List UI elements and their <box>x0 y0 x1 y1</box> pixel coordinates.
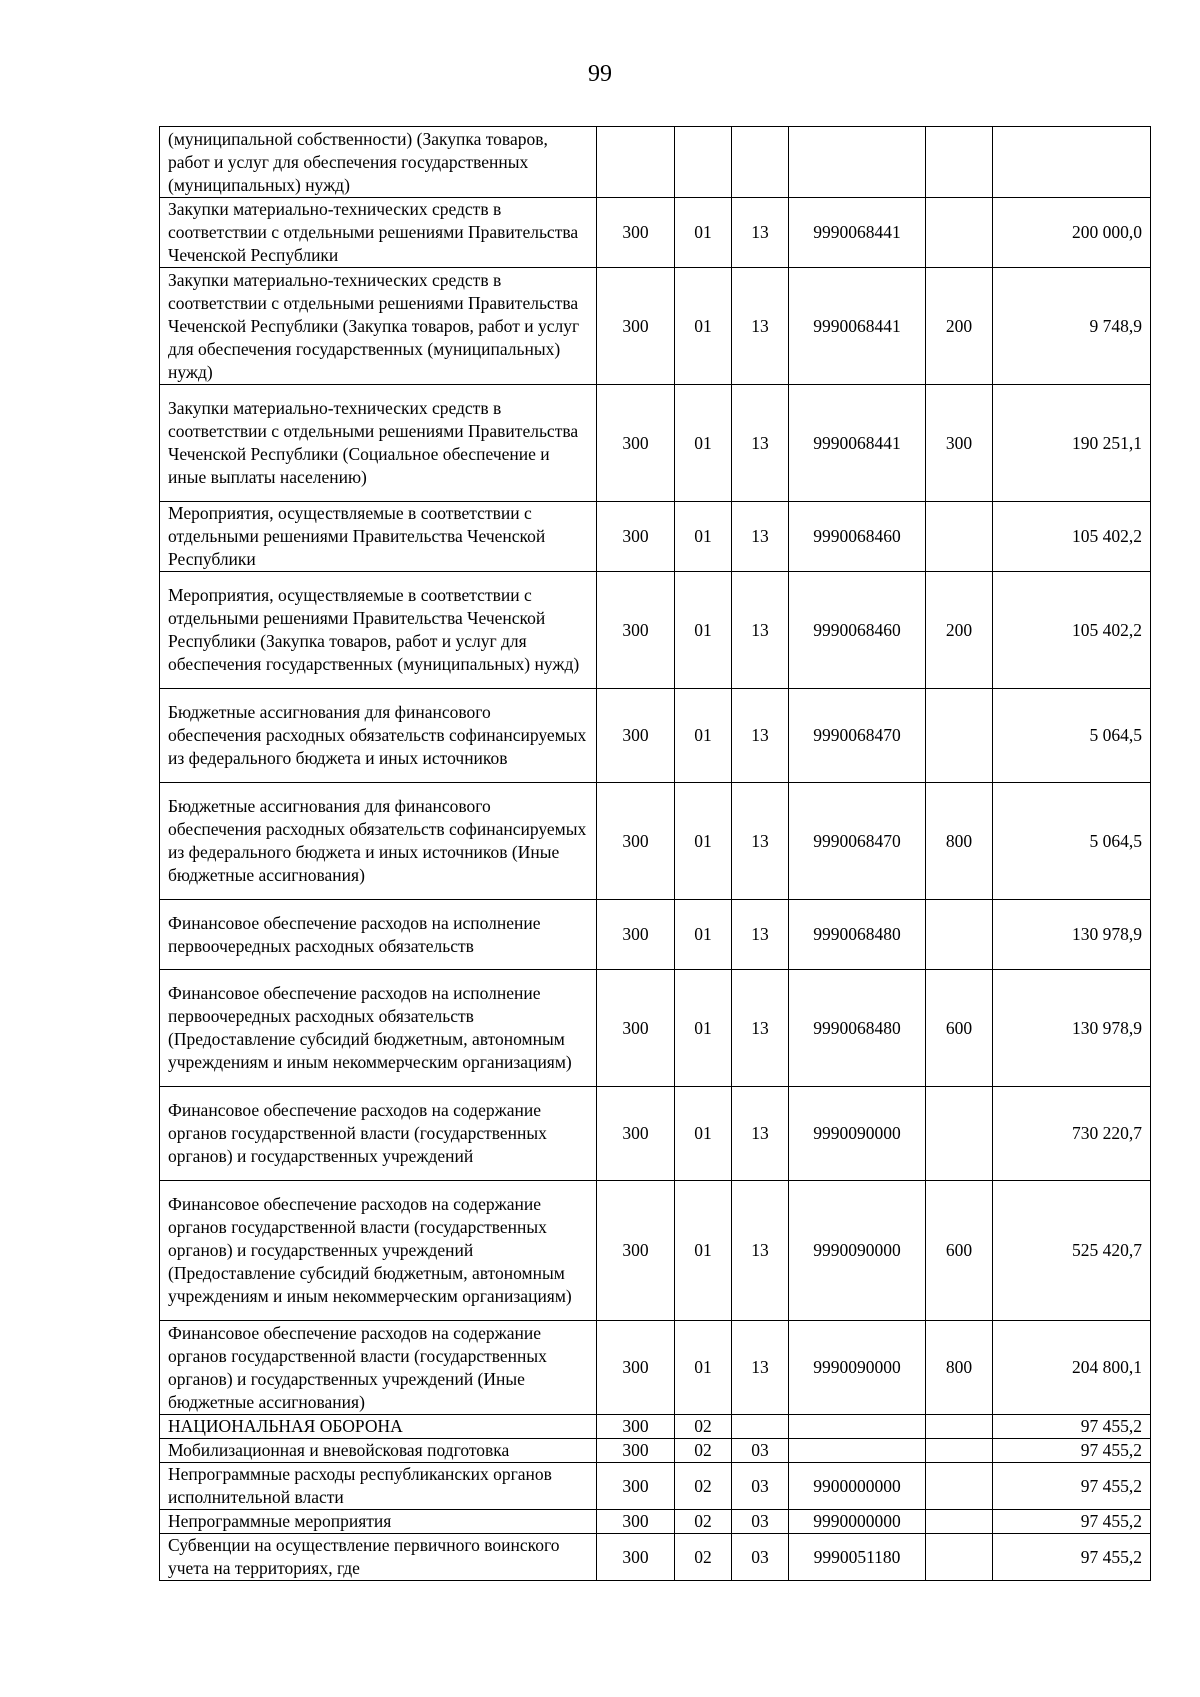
subsection-code-cell: 13 <box>732 1321 789 1415</box>
subsection-code-cell: 03 <box>732 1510 789 1534</box>
section-code-cell: 01 <box>675 268 732 385</box>
target-article-cell: 9990090000 <box>789 1321 926 1415</box>
table-row <box>160 385 1151 502</box>
section-code-cell: 01 <box>675 1087 732 1181</box>
amount-cell: 9 748,9 <box>993 268 1151 385</box>
ministry-code-cell: 300 <box>597 900 675 970</box>
section-code-cell: 01 <box>675 783 732 900</box>
expense-type-cell: 200 <box>926 268 993 385</box>
table-row <box>160 1321 1151 1415</box>
subsection-code-cell: 03 <box>732 1534 789 1581</box>
amount-cell: 130 978,9 <box>993 970 1151 1087</box>
target-article-cell <box>789 127 926 198</box>
expense-type-cell <box>926 1087 993 1181</box>
amount-cell: 730 220,7 <box>993 1087 1151 1181</box>
expense-type-cell <box>926 1463 993 1510</box>
amount-cell: 5 064,5 <box>993 783 1151 900</box>
amount-cell: 97 455,2 <box>993 1415 1151 1439</box>
target-article-cell: 9990068470 <box>789 689 926 783</box>
expense-type-cell: 800 <box>926 1321 993 1415</box>
section-code-cell: 02 <box>675 1510 732 1534</box>
target-article-cell: 9900000000 <box>789 1463 926 1510</box>
target-article-cell: 9990090000 <box>789 1181 926 1321</box>
section-code-cell: 01 <box>675 1181 732 1321</box>
amount-cell: 190 251,1 <box>993 385 1151 502</box>
subsection-code-cell: 03 <box>732 1463 789 1510</box>
expense-type-cell <box>926 689 993 783</box>
table-row <box>160 1510 1151 1534</box>
target-article-cell: 9990090000 <box>789 1087 926 1181</box>
target-article-cell: 9990068441 <box>789 198 926 268</box>
amount-cell: 105 402,2 <box>993 572 1151 689</box>
section-code-cell: 01 <box>675 689 732 783</box>
section-code-cell: 01 <box>675 502 732 572</box>
target-article-cell <box>789 1439 926 1463</box>
ministry-code-cell: 300 <box>597 1321 675 1415</box>
expense-name-cell: Мобилизационная и вневойсковая подготовка <box>160 1439 597 1463</box>
section-code-cell: 02 <box>675 1439 732 1463</box>
expense-name-cell: Субвенции на осуществление первичного воинского учета на территориях, где <box>160 1534 597 1581</box>
expense-name-cell: Бюджетные ассигнования для финансового обеспечения расходных обязательств софинансируемых из федерального бюджета и иных источников (Иные бюджетные ассигнования) <box>160 783 597 900</box>
ministry-code-cell: 300 <box>597 385 675 502</box>
target-article-cell: 9990051180 <box>789 1534 926 1581</box>
table-row <box>160 1415 1151 1439</box>
expense-name-cell: Закупки материально-технических средств в соответствии с отдельными решениями Правительства Чеченской Республики (Социальное обеспечение и иные выплаты населению) <box>160 385 597 502</box>
subsection-code-cell: 13 <box>732 689 789 783</box>
subsection-code-cell: 13 <box>732 1087 789 1181</box>
expense-type-cell: 800 <box>926 783 993 900</box>
ministry-code-cell: 300 <box>597 689 675 783</box>
ministry-code-cell: 300 <box>597 1087 675 1181</box>
expense-type-cell <box>926 127 993 198</box>
expense-name-cell: Непрограммные мероприятия <box>160 1510 597 1534</box>
expense-name-cell: Финансовое обеспечение расходов на содержание органов государственной власти (государственных органов) и государственных учреждений (Иные бюджетные ассигнования) <box>160 1321 597 1415</box>
amount-cell: 97 455,2 <box>993 1510 1151 1534</box>
table-row <box>160 1439 1151 1463</box>
ministry-code-cell: 300 <box>597 1181 675 1321</box>
table-row <box>160 1534 1151 1581</box>
subsection-code-cell <box>732 127 789 198</box>
expense-name-cell: (муниципальной собственности) (Закупка товаров, работ и услуг для обеспечения государственных (муниципальных) нужд) <box>160 127 597 198</box>
section-code-cell: 01 <box>675 572 732 689</box>
table-row <box>160 572 1151 689</box>
page-number: 99 <box>588 61 612 87</box>
target-article-cell: 9990068460 <box>789 502 926 572</box>
subsection-code-cell: 13 <box>732 572 789 689</box>
expense-name-cell: Закупки материально-технических средств в соответствии с отдельными решениями Правительства Чеченской Республики (Закупка товаров, работ и услуг для обеспечения государственных (муниципальных) нужд) <box>160 268 597 385</box>
ministry-code-cell: 300 <box>597 970 675 1087</box>
expense-type-cell: 300 <box>926 385 993 502</box>
subsection-code-cell <box>732 1415 789 1439</box>
expense-name-cell: Мероприятия, осуществляемые в соответствии с отдельными решениями Правительства Чеченской Республики (Закупка товаров, работ и услуг для обеспечения государственных (муниципальных) нужд) <box>160 572 597 689</box>
target-article-cell: 9990068460 <box>789 572 926 689</box>
budget-table <box>159 126 1151 1581</box>
ministry-code-cell: 300 <box>597 783 675 900</box>
section-code-cell: 01 <box>675 970 732 1087</box>
table-row <box>160 1087 1151 1181</box>
target-article-cell: 9990068470 <box>789 783 926 900</box>
expense-type-cell <box>926 1415 993 1439</box>
ministry-code-cell: 300 <box>597 572 675 689</box>
subsection-code-cell: 13 <box>732 1181 789 1321</box>
expense-type-cell <box>926 198 993 268</box>
expense-name-cell: Бюджетные ассигнования для финансового обеспечения расходных обязательств софинансируемых из федерального бюджета и иных источников <box>160 689 597 783</box>
amount-cell: 97 455,2 <box>993 1439 1151 1463</box>
expense-type-cell <box>926 900 993 970</box>
expense-name-cell: Финансовое обеспечение расходов на содержание органов государственной власти (государственных органов) и государственных учреждений (Предоставление субсидий бюджетным, автономным учреждениям и иным некоммерческим организациям) <box>160 1181 597 1321</box>
expense-name-cell: Финансовое обеспечение расходов на исполнение первоочередных расходных обязательств <box>160 900 597 970</box>
table-row <box>160 783 1151 900</box>
subsection-code-cell: 03 <box>732 1439 789 1463</box>
ministry-code-cell: 300 <box>597 1510 675 1534</box>
table-row <box>160 970 1151 1087</box>
table-row <box>160 268 1151 385</box>
subsection-code-cell: 13 <box>732 502 789 572</box>
table-row <box>160 1463 1151 1510</box>
budget-table-body <box>160 127 1151 1581</box>
table-row <box>160 198 1151 268</box>
section-code-cell: 01 <box>675 385 732 502</box>
amount-cell <box>993 127 1151 198</box>
ministry-code-cell <box>597 127 675 198</box>
ministry-code-cell: 300 <box>597 1534 675 1581</box>
ministry-code-cell: 300 <box>597 1439 675 1463</box>
expense-type-cell: 200 <box>926 572 993 689</box>
expense-name-cell: Финансовое обеспечение расходов на содержание органов государственной власти (государственных органов) и государственных учреждений <box>160 1087 597 1181</box>
expense-type-cell <box>926 1439 993 1463</box>
subsection-code-cell: 13 <box>732 198 789 268</box>
subsection-code-cell: 13 <box>732 385 789 502</box>
expense-name-cell: Финансовое обеспечение расходов на исполнение первоочередных расходных обязательств (Предоставление субсидий бюджетным, автономным учреждениям и иным некоммерческим организациям) <box>160 970 597 1087</box>
target-article-cell: 9990068480 <box>789 970 926 1087</box>
table-row <box>160 689 1151 783</box>
section-code-cell: 02 <box>675 1534 732 1581</box>
expense-type-cell <box>926 1510 993 1534</box>
table-row <box>160 502 1151 572</box>
section-code-cell: 01 <box>675 900 732 970</box>
amount-cell: 5 064,5 <box>993 689 1151 783</box>
subsection-code-cell: 13 <box>732 268 789 385</box>
expense-name-cell: Непрограммные расходы республиканских органов исполнительной власти <box>160 1463 597 1510</box>
ministry-code-cell: 300 <box>597 198 675 268</box>
expense-type-cell <box>926 1534 993 1581</box>
amount-cell: 97 455,2 <box>993 1534 1151 1581</box>
amount-cell: 525 420,7 <box>993 1181 1151 1321</box>
table-row <box>160 127 1151 198</box>
target-article-cell: 9990000000 <box>789 1510 926 1534</box>
expense-type-cell: 600 <box>926 1181 993 1321</box>
expense-name-cell: НАЦИОНАЛЬНАЯ ОБОРОНА <box>160 1415 597 1439</box>
expense-name-cell: Мероприятия, осуществляемые в соответствии с отдельными решениями Правительства Чеченской Республики <box>160 502 597 572</box>
ministry-code-cell: 300 <box>597 268 675 385</box>
amount-cell: 97 455,2 <box>993 1463 1151 1510</box>
target-article-cell: 9990068441 <box>789 385 926 502</box>
expense-name-cell: Закупки материально-технических средств в соответствии с отдельными решениями Правительства Чеченской Республики <box>160 198 597 268</box>
subsection-code-cell: 13 <box>732 900 789 970</box>
table-row <box>160 1181 1151 1321</box>
ministry-code-cell: 300 <box>597 1415 675 1439</box>
expense-type-cell: 600 <box>926 970 993 1087</box>
section-code-cell <box>675 127 732 198</box>
target-article-cell <box>789 1415 926 1439</box>
expense-type-cell <box>926 502 993 572</box>
target-article-cell: 9990068480 <box>789 900 926 970</box>
section-code-cell: 02 <box>675 1463 732 1510</box>
amount-cell: 130 978,9 <box>993 900 1151 970</box>
ministry-code-cell: 300 <box>597 502 675 572</box>
amount-cell: 200 000,0 <box>993 198 1151 268</box>
amount-cell: 105 402,2 <box>993 502 1151 572</box>
ministry-code-cell: 300 <box>597 1463 675 1510</box>
amount-cell: 204 800,1 <box>993 1321 1151 1415</box>
subsection-code-cell: 13 <box>732 783 789 900</box>
target-article-cell: 9990068441 <box>789 268 926 385</box>
subsection-code-cell: 13 <box>732 970 789 1087</box>
section-code-cell: 02 <box>675 1415 732 1439</box>
section-code-cell: 01 <box>675 198 732 268</box>
table-row <box>160 900 1151 970</box>
section-code-cell: 01 <box>675 1321 732 1415</box>
